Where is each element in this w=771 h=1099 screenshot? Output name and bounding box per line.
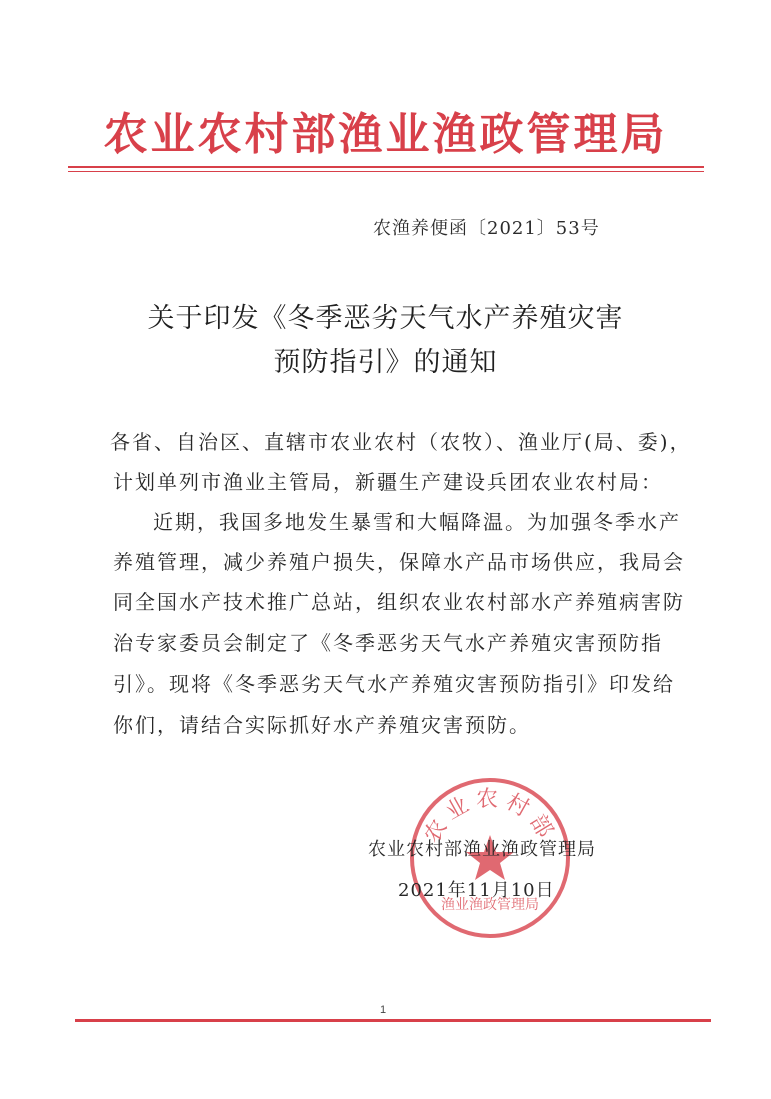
seal-bottom-text: 渔业渔政管理局	[441, 897, 539, 913]
letterhead-rule-top	[68, 166, 704, 168]
body-paragraph-line: 治专家委员会制定了《冬季恶劣天气水产养殖灾害预防指	[113, 631, 663, 655]
body-paragraph-line: 近期，我国多地发生暴雪和大幅降温。为加强冬季水产	[153, 510, 681, 534]
letterhead-rule-bottom	[68, 171, 704, 172]
footer-rule	[75, 1019, 711, 1022]
body-paragraph-line: 你们，请结合实际抓好水产养殖灾害预防。	[113, 713, 531, 737]
page-number: 1	[380, 1004, 387, 1016]
seal-top-text: 农业农村部	[419, 787, 561, 848]
body-paragraph-line: 引》。现将《冬季恶劣天气水产养殖灾害预防指引》印发给	[113, 672, 675, 696]
signature-organization: 农业农村部渔业渔政管理局	[368, 839, 596, 860]
addressee-line-2: 计划单列市渔业主管局，新疆生产建设兵团农业农村局：	[113, 470, 663, 494]
notice-title-line-2: 预防指引》的通知	[273, 347, 498, 378]
letterhead-title: 农业农村部渔业渔政管理局	[103, 109, 668, 160]
body-paragraph-line: 同全国水产技术推广总站，组织农业农村部水产养殖病害防	[113, 590, 685, 614]
document-number: 农渔养便函〔2021〕53号	[373, 218, 600, 239]
notice-title-line-1: 关于印发《冬季恶劣天气水产养殖灾害	[147, 303, 624, 334]
signature-date: 2021年11月10日	[398, 880, 555, 901]
body-paragraph-line: 养殖管理，减少养殖户损失，保障水产品市场供应，我局会	[113, 550, 685, 574]
addressee-line-1: 各省、自治区、直辖市农业农村（农牧）、渔业厅(局、委)，	[110, 430, 692, 454]
